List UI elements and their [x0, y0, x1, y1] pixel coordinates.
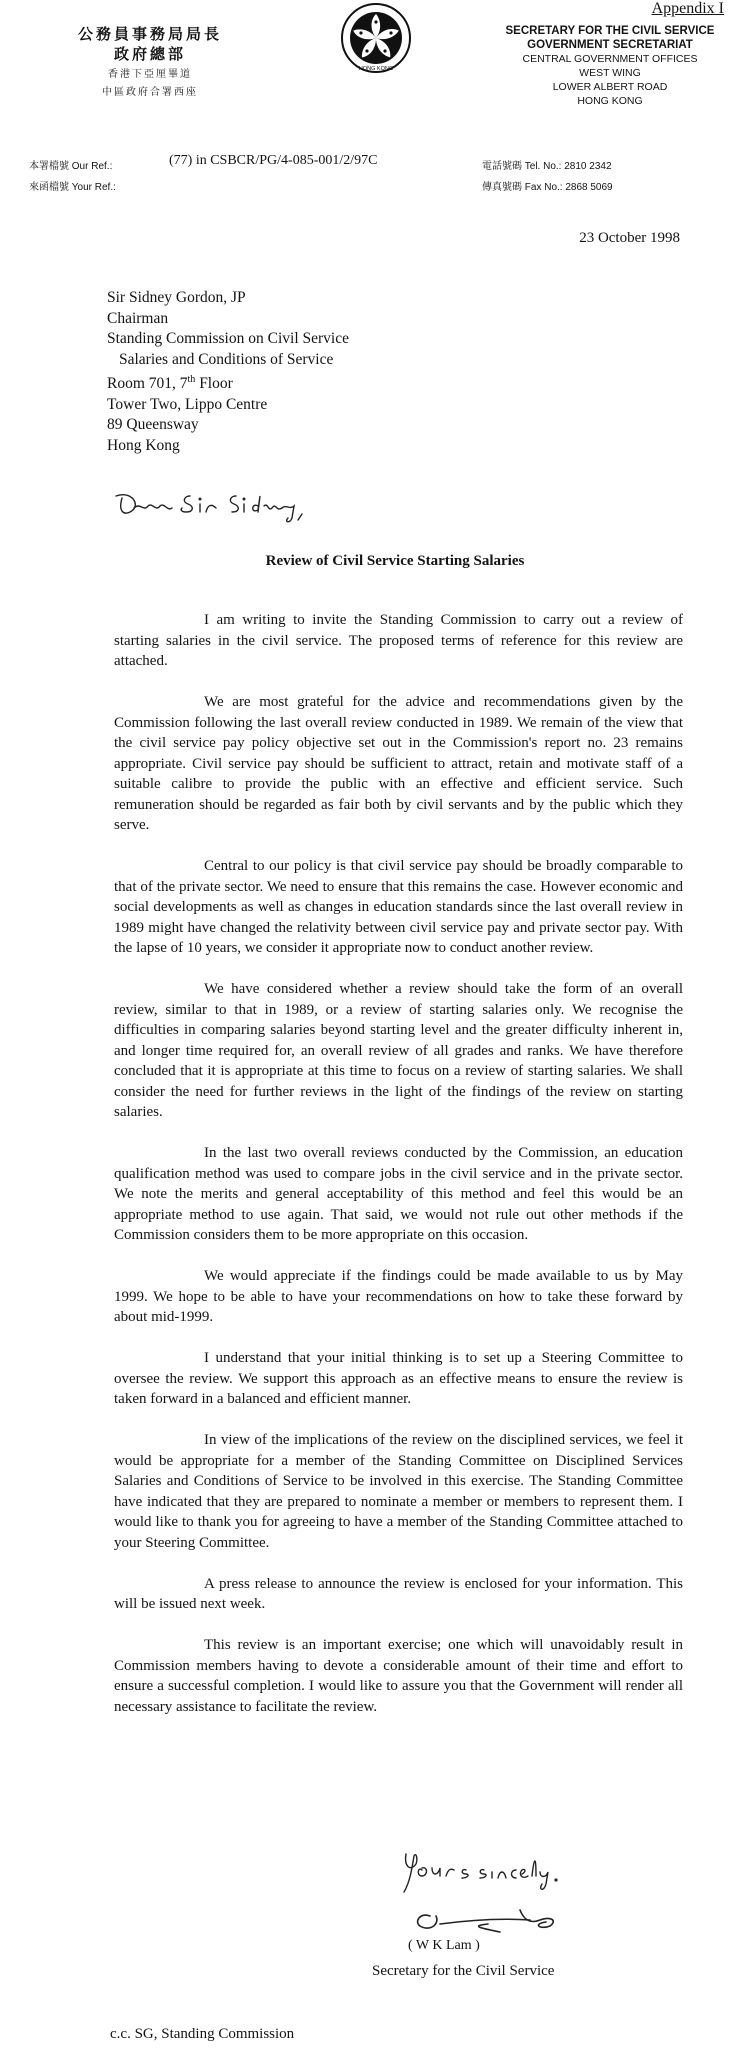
english-address-line-1: CENTRAL GOVERNMENT OFFICES [522, 53, 698, 65]
emblem-caption: HONG KONG [358, 66, 394, 72]
chinese-letterhead [70, 24, 230, 100]
chinese-address-line-1: 香港下亞厘畢道 [108, 69, 192, 80]
our-ref-value: (77) in CSBCR/PG/4-085-001/2/97C [169, 153, 378, 168]
english-address-line-2: WEST WING [579, 67, 641, 79]
your-ref-row [29, 178, 116, 193]
body-paragraph: We are most grateful for the advice and recommendations given by the Commission following the last overall review conducted in 1989. We remain of the view that the civil service pay policy objective set out in the Commission's report no. 23 remains appropriate. Civil service pay should be sufficient to attract, retain and motivate staff of a suitable calibre to provide the public with an effective and efficient service. Such remuneration should be regarded as fair both by civil servants and by the public which they serve. [114, 694, 683, 833]
body-paragraph: I understand that your initial thinking is to set up a Steering Committee to oversee the review. We support this approach as an effective means to ensure the review is taken forward in a balanced and efficient manner. [114, 1350, 683, 1407]
addressee-line: Sir Sidney Gordon, JP [107, 289, 246, 306]
handwritten-salutation [112, 488, 332, 528]
handwritten-signature [400, 1906, 600, 1942]
body-paragraph: In the last two overall reviews conducted by the Commission, an education qualification method was used to compare jobs in the civil service and in the private sector. We note the merits and general acceptability of this method and feel this would be an appropriate method to use again. That said, we would not rule out other methods if the Commission considers them to be more appropriate on this occasion. [114, 1145, 683, 1243]
body-paragraph: A press release to announce the review is enclosed for your information. This will be issued next week. [114, 1575, 683, 1612]
english-letterhead [490, 24, 730, 108]
addressee-line: Room 701, 7th Floor [107, 374, 233, 393]
body-paragraph: This review is an important exercise; one which will unavoidably result in Commission members having to devote a considerable amount of their time and effort to ensure a successful completion. I would like to assure you that the Government will render all necessary assistance to facilitate the review. [114, 1637, 683, 1715]
chinese-title-line-2: 政府總部 [113, 45, 186, 63]
our-ref-row [29, 153, 378, 172]
hong-kong-emblem-icon [340, 2, 412, 74]
english-address-line-3: LOWER ALBERT ROAD [552, 81, 668, 93]
body-paragraph: We would appreciate if the findings could be made available to us by May 1999. We hope to be able to have your recommendations on how to take these forward by about mid-1999. [114, 1268, 683, 1325]
your-ref-label: 來函檔號 Your Ref.: [29, 182, 116, 193]
appendix-label: Appendix I [651, 0, 724, 17]
tel-number: 電話號碼 Tel. No.: 2810 2342 [482, 161, 612, 172]
letter-date: 23 October 1998 [579, 230, 680, 246]
addressee-line: Hong Kong [107, 436, 180, 454]
addressee-line: Chairman [107, 309, 169, 327]
letter-subject: Review of Civil Service Starting Salaries [265, 553, 525, 569]
chinese-title-line-1: 公務員事務局局長 [77, 25, 222, 43]
body-paragraph: I am writing to invite the Standing Commission to carry out a review of starting salaries in the civil service. The proposed terms of reference for this review are attached. [114, 612, 683, 669]
letter-body [114, 610, 683, 1738]
fax-number: 傳真號碼 Fax No.: 2868 5069 [482, 182, 613, 193]
signer-title: Secretary for the Civil Service [372, 1963, 555, 1979]
body-paragraph: Central to our policy is that civil service pay should be broadly comparable to that of the private sector. We need to ensure that this remains the case. However economic and social developments as well as changes in education standards since the last overall review in 1989 might have changed the relativity between civil service pay and private sector pay. With the lapse of 10 years, we consider it appropriate now to conduct another review. [114, 858, 683, 956]
english-title-line-2: GOVERNMENT SECRETARIAT [527, 39, 693, 51]
english-address-line-4: HONG KONG [577, 95, 643, 107]
addressee-block [107, 288, 349, 456]
addressee-line: Standing Commission on Civil Service [107, 330, 349, 347]
addressee-line: Tower Two, Lippo Centre [107, 395, 268, 413]
addressee-line: 89 Queensway [107, 416, 199, 434]
handwritten-closing [400, 1848, 600, 1898]
body-paragraph: We have considered whether a review should take the form of an overall review, similar to that in 1989, or a review of starting salaries only. We recognise the difficulties in comparing salaries beyond starting level and the greater difficulty inherent in, and longer time required for, an overall review of all grades and ranks. We have therefore concluded that it is appropriate at this time to focus on a review of starting salaries. We shall consider the need for further reviews in the light of the findings of the review on starting salaries. [114, 981, 683, 1120]
carbon-copy-line: c.c. SG, Standing Commission [110, 2026, 295, 2042]
addressee-line: Salaries and Conditions of Service [119, 350, 334, 368]
our-ref-label: 本署檔號 Our Ref.: [29, 161, 113, 172]
signer-name: ( W K Lam ) [408, 1938, 480, 1953]
chinese-address-line-2: 中區政府合署西座 [102, 87, 198, 98]
english-title-line-1: SECRETARY FOR THE CIVIL SERVICE [505, 25, 715, 37]
body-paragraph: In view of the implications of the review on the disciplined services, we feel it would be appropriate for a member of the Standing Committee on Disciplined Services Salaries and Conditions of Service to be involved in this exercise. The Standing Committee have indicated that they are prepared to nominate a member or members to represent them. I would like to thank you for agreeing to have a member of the Standing Committee attached to your Steering Committee. [114, 1432, 683, 1551]
